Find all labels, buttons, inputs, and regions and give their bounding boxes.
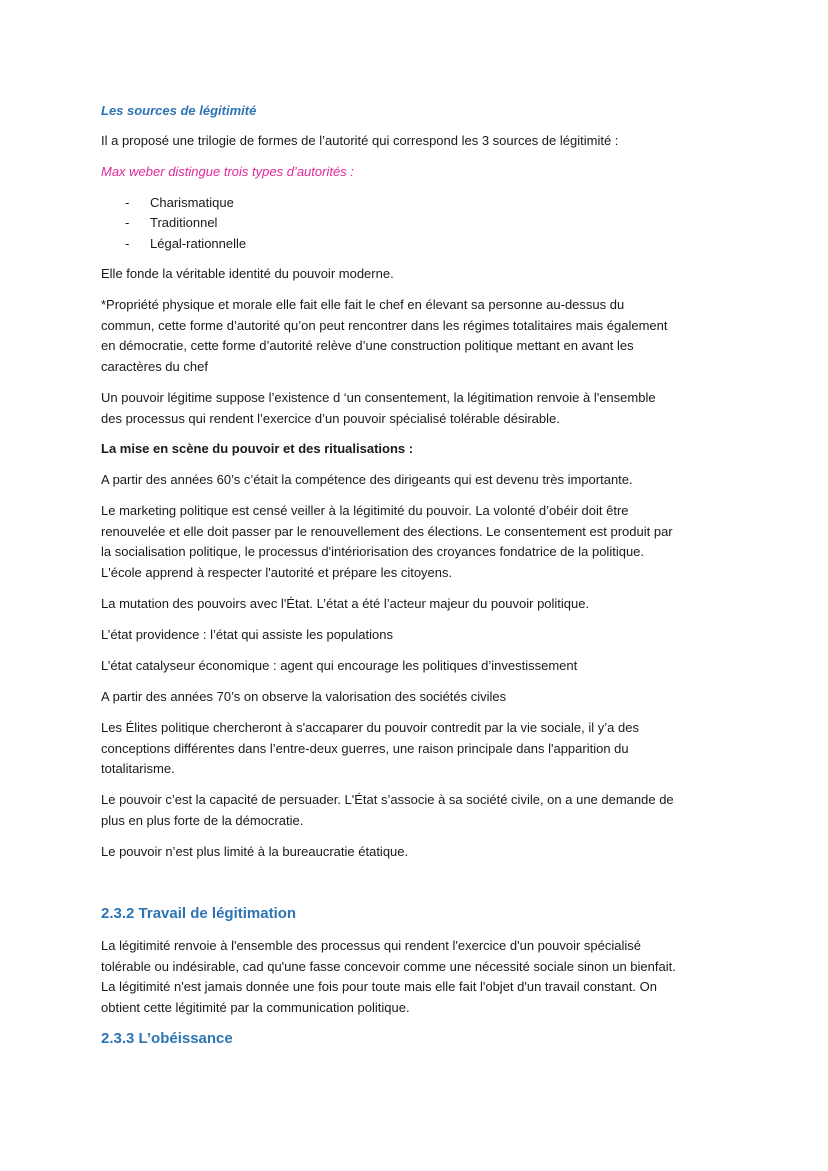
- weber-intro: [101, 162, 354, 183]
- text-line: conceptions différentes dans l’entre-deux guerres, une raison principale dans l'apparition du: [101, 740, 629, 756]
- heading-2-3-3: [101, 1029, 233, 1050]
- text-line: Légal-rationnelle: [150, 235, 247, 251]
- paragraph-consentement: [101, 388, 656, 429]
- text-line: Le pouvoir n’est plus limité à la bureaucratie étatique.: [101, 844, 409, 859]
- text-line: La mutation des pouvoirs avec l'État. L’état a été l’acteur majeur du pouvoir politique.: [101, 596, 590, 611]
- text-line: Un pouvoir légitime suppose l’existence d ‘un consentement, la légitimation renvoie à l'ensemble: [101, 390, 656, 405]
- list-item: [101, 234, 246, 254]
- text-line: A partir des années 70’s on observe la valorisation des sociétés civiles: [101, 689, 507, 704]
- text-line: commun, cette forme d’autorité qu’on peut rencontrer dans les régimes totalitaires mais également: [101, 317, 668, 333]
- text-line: -: [125, 215, 130, 231]
- heading-2-3-2: [101, 904, 296, 925]
- text-line: Il a proposé une trilogie de formes de l’autorité qui correspond les 3 sources de légitimité :: [101, 133, 619, 148]
- text-line: -: [125, 235, 130, 251]
- text-line: plus en plus forte de la démocratie.: [101, 812, 304, 828]
- text-line: Les Élites politique chercheront à s'accaparer du pouvoir contredit par la vie sociale, il y’a des: [101, 720, 639, 735]
- text-line: la socialisation politique, le processus d'intériorisation des croyances fondatrice de la politique.: [101, 544, 645, 559]
- text-line: obtient cette légitimité par la communication politique.: [101, 999, 410, 1015]
- paragraph-legitimite: [101, 936, 676, 1018]
- text-line: totalitarisme.: [101, 761, 175, 776]
- text-line: caractères du chef: [101, 358, 208, 374]
- text-line: Le pouvoir c’est la capacité de persuader. L'État s’associe à sa société civile, on a une demande de: [101, 792, 674, 807]
- paragraph-elites: [101, 718, 639, 780]
- text-line: L’état catalyseur économique : agent qui encourage les politiques d’investissement: [101, 658, 578, 673]
- text-line: Les sources de légitimité: [101, 103, 257, 118]
- text-line: La mise en scène du pouvoir et des ritualisations :: [101, 441, 414, 456]
- text-line: Charismatique: [150, 195, 234, 210]
- paragraph-propriete: [101, 295, 668, 377]
- heading-mise-en-scene: [101, 439, 413, 460]
- text-line: Le marketing politique est censé veiller à la légitimité du pouvoir. La volonté d’obéir doit être: [101, 503, 629, 518]
- paragraph-persuader: [101, 790, 674, 831]
- text-line: 2.3.3 L’obéissance: [101, 1030, 233, 1047]
- text-line: -: [125, 195, 130, 210]
- text-line: A partir des années 60’s c’était la compétence des dirigeants qui est devenu très importante.: [101, 472, 633, 487]
- paragraph-providence: [101, 625, 393, 646]
- paragraph-marketing: [101, 501, 673, 583]
- section-heading-sources: [101, 101, 256, 122]
- text-line: L'école apprend à respecter l'autorité et prépare les citoyens.: [101, 564, 453, 580]
- text-line: Traditionnel: [150, 215, 218, 231]
- authority-types-list: [101, 193, 246, 254]
- list-item: [101, 193, 246, 213]
- paragraph-bureaucratie: [101, 842, 408, 863]
- text-line: *Propriété physique et morale elle fait elle fait le chef en élevant sa personne au-dessus du: [101, 297, 625, 312]
- text-line: L’état providence : l’état qui assiste les populations: [101, 627, 393, 642]
- text-line: tolérable ou indésirable, cad qu'une fasse concevoir comme une nécessité sociale sinon un bienfait.: [101, 958, 676, 974]
- text-line: La légitimité renvoie à l'ensemble des processus qui rendent l'exercice d'un pouvoir spécialisé: [101, 938, 642, 953]
- text-line: La légitimité n'est jamais donnée une fois pour toute mais elle fait l'objet d'un travail constant. On: [101, 979, 657, 994]
- paragraph-catalyseur: [101, 656, 577, 677]
- text-line: Elle fonde la véritable identité du pouvoir moderne.: [101, 266, 394, 281]
- list-item: [101, 213, 246, 233]
- paragraph-60s: [101, 470, 633, 491]
- paragraph-mutation: [101, 594, 589, 615]
- paragraph-70s: [101, 687, 506, 708]
- text-line: des processus qui rendent l’exercice d’un pouvoir spécialisé tolérable désirable.: [101, 410, 560, 426]
- paragraph-fonde: [101, 264, 394, 285]
- text-line: Max weber distingue trois types d’autorités :: [101, 164, 354, 179]
- paragraph-trilogie: [101, 131, 618, 152]
- text-line: en démocratie, cette forme d’autorité relève d’une construction politique mettant en avant les: [101, 338, 634, 353]
- text-line: 2.3.2 Travail de légitimation: [101, 905, 297, 922]
- text-line: renouvelée et elle doit passer par le renouvellement des élections. Le consentement est produit par: [101, 523, 673, 539]
